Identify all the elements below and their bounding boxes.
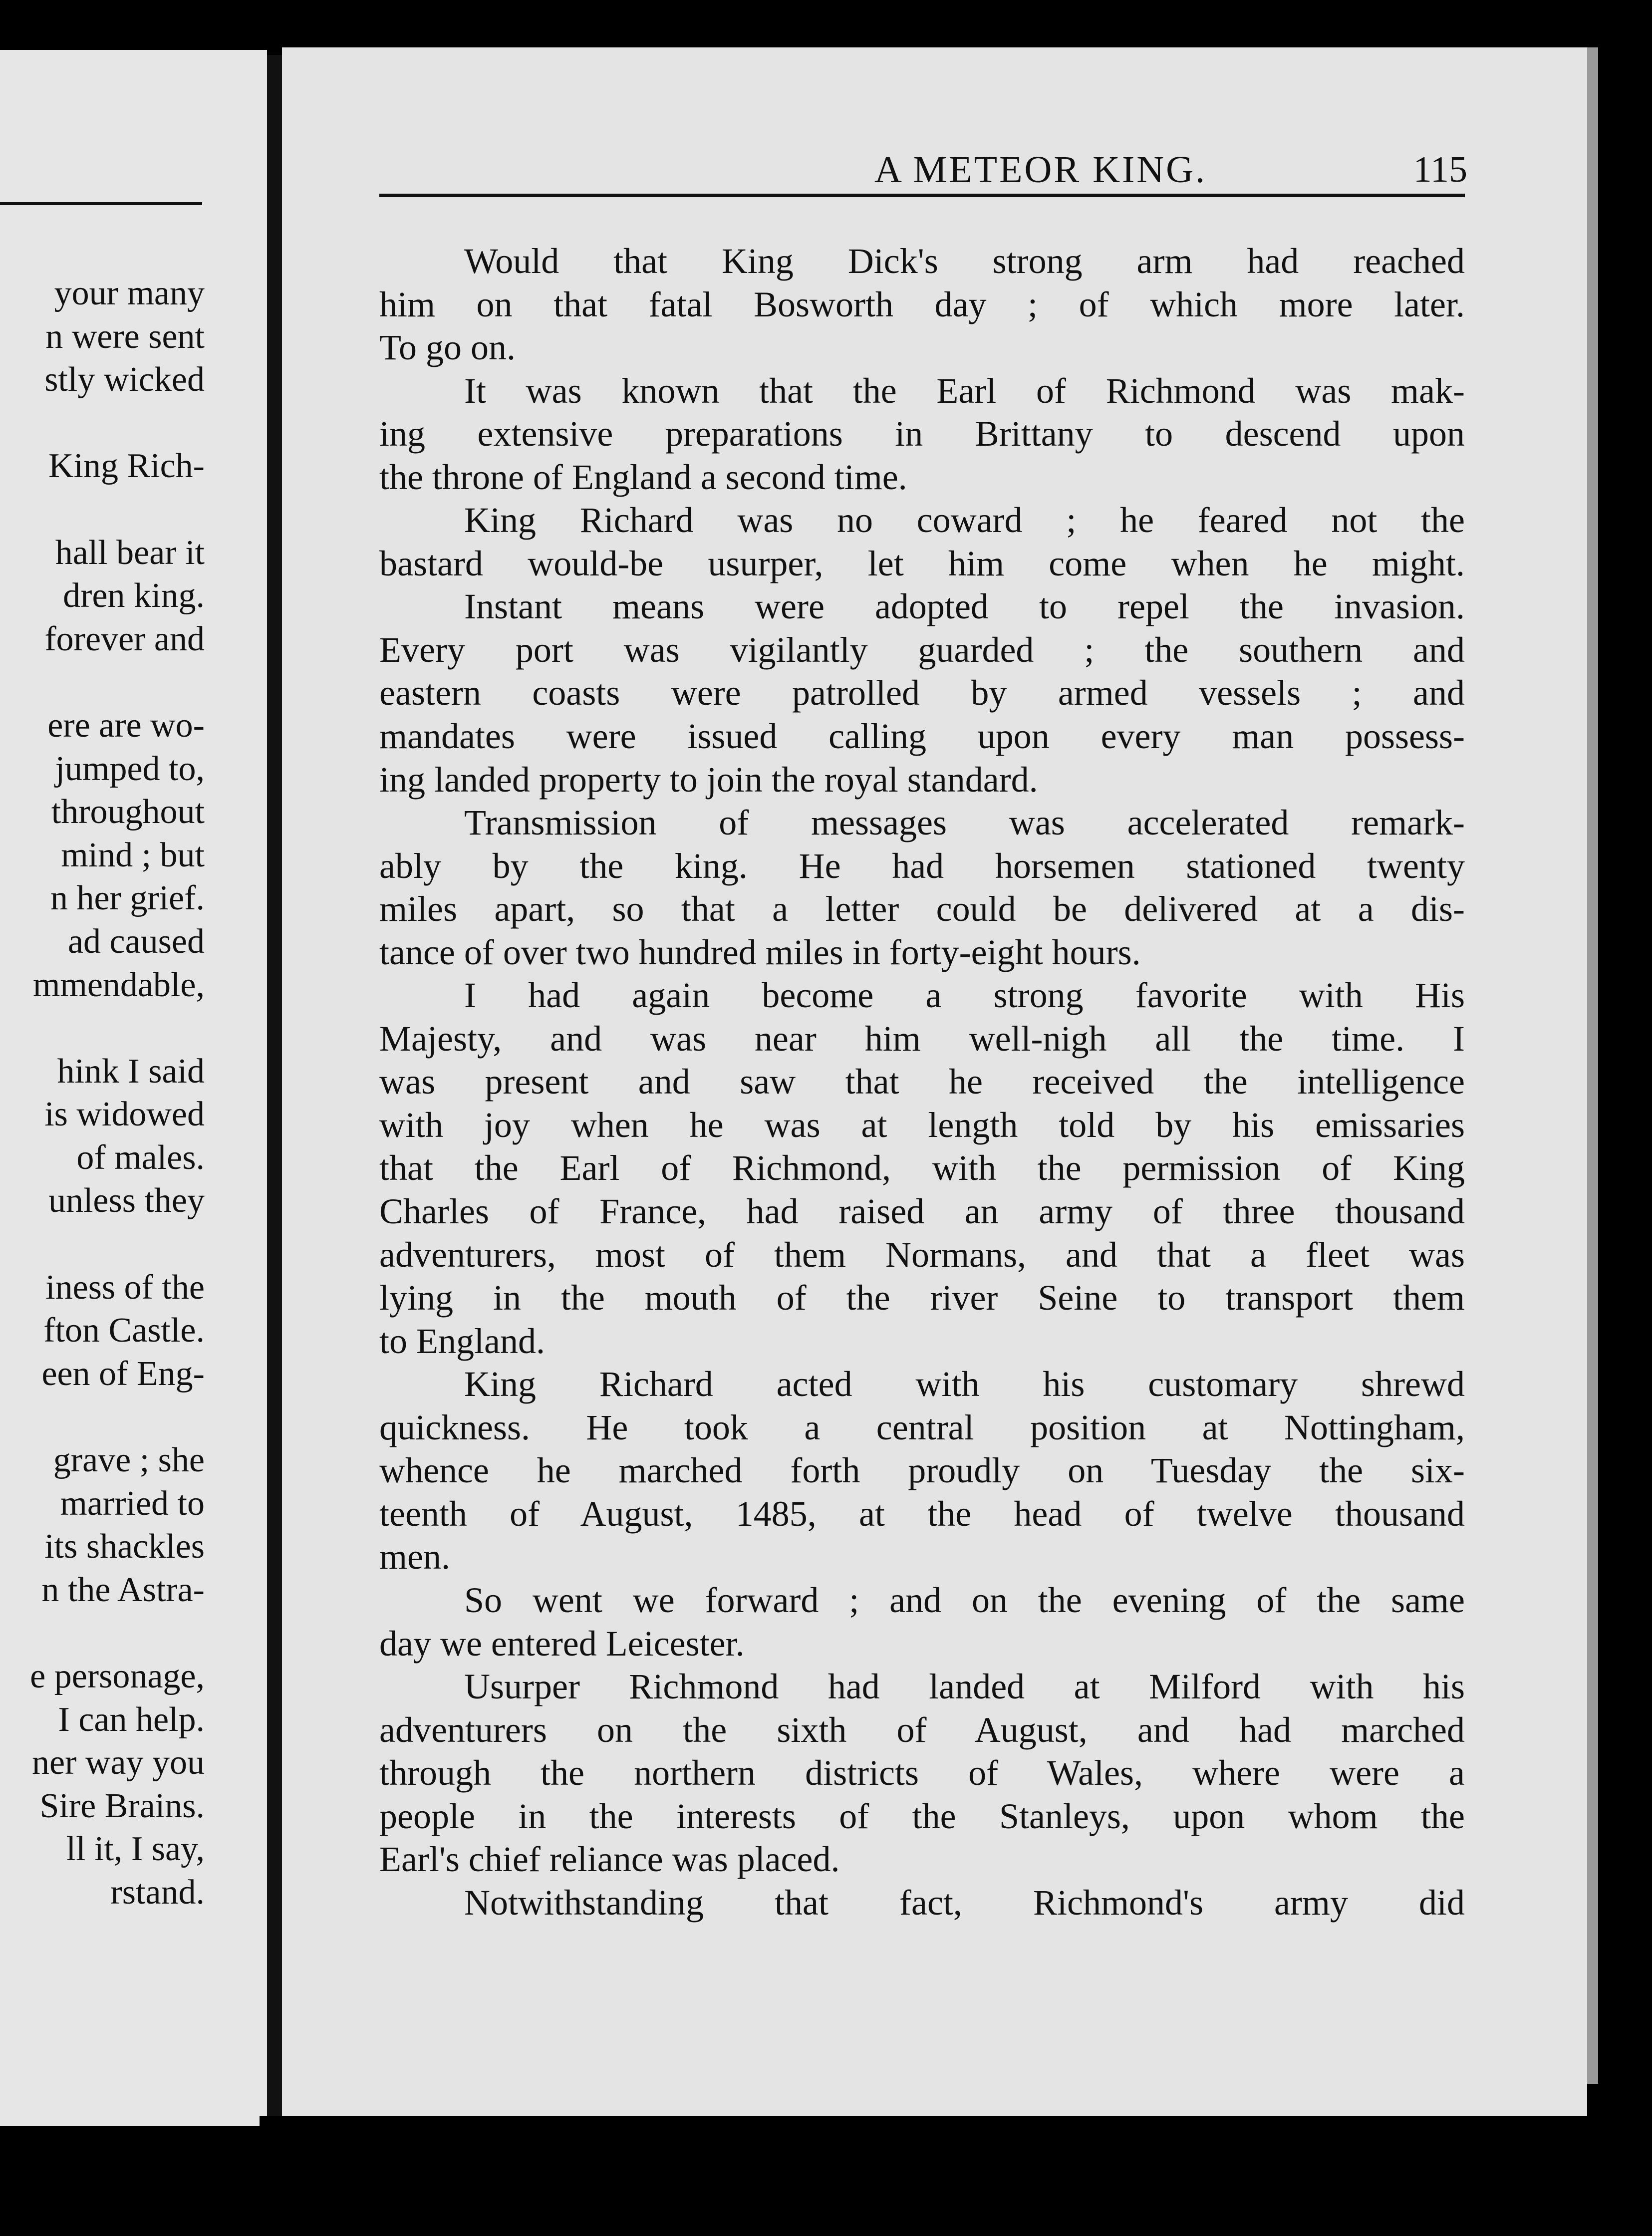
left-page-line: fton Castle. xyxy=(43,1311,205,1350)
left-page-line xyxy=(0,402,205,445)
left-page-line: ner way you xyxy=(31,1743,205,1782)
text-line: ing landed property to join the royal standard. xyxy=(379,759,1038,800)
left-page-line: dren king. xyxy=(63,576,205,615)
text-line: I had again become a strong favorite with His xyxy=(464,975,1465,1016)
left-page-line: ad caused xyxy=(67,922,205,961)
left-page-line: e personage, xyxy=(30,1657,205,1695)
left-page-line xyxy=(0,1223,205,1266)
text-line: whence he marched forth proudly on Tuesday the six- xyxy=(379,1450,1465,1491)
left-page-line: King Rich- xyxy=(48,447,205,486)
text-line: Earl's chief reliance was placed. xyxy=(379,1839,840,1880)
left-page-line: mind ; but xyxy=(61,836,205,874)
text-line: eastern coasts were patrolled by armed vessels ; and xyxy=(379,673,1465,713)
body-text xyxy=(379,240,1465,1924)
text-line: men. xyxy=(379,1537,450,1577)
left-page-line: your many xyxy=(54,274,205,312)
text-line: ing extensive preparations in Brittany to descend upon xyxy=(379,414,1465,454)
text-line: was present and saw that he received the intelligence xyxy=(379,1062,1465,1102)
text-line: to England. xyxy=(379,1321,545,1361)
text-line: King Richard acted with his customary shrewd xyxy=(464,1364,1465,1404)
left-page-line: mmendable, xyxy=(32,965,205,1004)
left-page-line: grave ; she xyxy=(53,1441,205,1480)
text-line: adventurers on the sixth of August, and had marched xyxy=(379,1709,1465,1750)
text-line: Notwithstanding that fact, Richmond's army did xyxy=(464,1882,1465,1923)
page-number: 115 xyxy=(1413,149,1467,190)
left-page-line: unless they xyxy=(48,1181,205,1220)
text-line: Usurper Richmond had landed at Milford with his xyxy=(464,1667,1465,1707)
left-page-line: I can help. xyxy=(58,1700,205,1739)
left-page-line: hink I said xyxy=(57,1052,205,1091)
running-title: A METEOR KING. xyxy=(874,149,1207,191)
text-line: bastard would-be usurper, let him come when he might. xyxy=(379,543,1465,583)
text-line: So went we forward ; and on the evening of the same xyxy=(464,1580,1465,1620)
text-line: Every port was vigilantly guarded ; the southern and xyxy=(379,629,1465,670)
book-gutter xyxy=(267,55,282,2116)
left-page-line: iness of the xyxy=(45,1268,205,1307)
left-page-line: n were sent xyxy=(45,317,205,356)
left-page-line xyxy=(0,488,205,532)
text-line: To go on. xyxy=(379,327,516,368)
text-line: Majesty, and was near him well-nigh all the time. I xyxy=(379,1018,1465,1059)
text-line: tance of over two hundred miles in forty-eight hours. xyxy=(379,932,1141,972)
left-page-line: ll it, I say, xyxy=(66,1830,205,1869)
left-page-line: married to xyxy=(60,1484,205,1523)
left-page-line: of males. xyxy=(76,1138,205,1177)
left-page-line: forever and xyxy=(44,619,205,658)
text-line: It was known that the Earl of Richmond was mak- xyxy=(464,370,1465,411)
left-page-line xyxy=(0,1007,205,1050)
left-page-line: is widowed xyxy=(44,1095,205,1134)
text-line: teenth of August, 1485, at the head of twelve thousand xyxy=(379,1493,1465,1534)
left-page-line: stly wicked xyxy=(44,360,205,399)
left-page-line xyxy=(0,1612,205,1655)
right-page xyxy=(282,47,1587,2116)
text-line: Instant means were adopted to repel the invasion. xyxy=(464,586,1465,627)
text-line: with joy when he was at length told by his emissaries xyxy=(379,1105,1465,1145)
text-line: the throne of England a second time. xyxy=(379,457,907,497)
text-line: ably by the king. He had horsemen stationed twenty xyxy=(379,845,1465,886)
left-page-line: its shackles xyxy=(44,1527,205,1566)
scan-bottom-border xyxy=(260,2116,1607,2236)
left-page-line: hall bear it xyxy=(55,533,205,572)
left-page-head-rule xyxy=(0,202,202,205)
text-line: miles apart, so that a letter could be delivered at a dis- xyxy=(379,889,1465,929)
text-line: that the Earl of Richmond, with the permission of King xyxy=(379,1148,1465,1188)
text-line: lying in the mouth of the river Seine to transport them xyxy=(379,1278,1465,1318)
left-page-line: n the Astra- xyxy=(41,1570,205,1609)
left-page-line: rstand. xyxy=(110,1873,205,1912)
text-line: Charles of France, had raised an army of three thousand xyxy=(379,1191,1465,1232)
left-page-line: jumped to, xyxy=(55,749,205,788)
text-line: quickness. He took a central position at Nottingham, xyxy=(379,1407,1465,1447)
header-rule xyxy=(379,194,1465,197)
text-line: people in the interests of the Stanleys, upon whom the xyxy=(379,1796,1465,1836)
text-line: Transmission of messages was accelerated remark- xyxy=(464,803,1465,843)
left-page-line: ere are wo- xyxy=(47,706,205,745)
page-edge-shadow xyxy=(1587,47,1598,2084)
left-page-line: een of Eng- xyxy=(41,1354,205,1393)
text-line: day we entered Leicester. xyxy=(379,1623,745,1664)
text-line: through the northern districts of Wales, where were a xyxy=(379,1753,1465,1793)
text-line: mandates were issued calling upon every man possess- xyxy=(379,716,1465,757)
text-line: Would that King Dick's strong arm had reached xyxy=(464,241,1465,281)
left-page-line xyxy=(0,661,205,704)
text-line: him on that fatal Bosworth day ; of which more later. xyxy=(379,284,1465,324)
running-head xyxy=(282,140,1587,200)
left-page-text xyxy=(0,272,205,1915)
left-page-line: n her grief. xyxy=(50,879,205,918)
text-line: King Richard was no coward ; he feared not the xyxy=(464,500,1465,541)
text-line: adventurers, most of them Normans, and that a fleet was xyxy=(379,1234,1465,1275)
left-page-line: throughout xyxy=(51,793,205,832)
left-page-fragment xyxy=(0,50,267,2126)
left-page-line xyxy=(0,1396,205,1439)
left-page-line: Sire Brains. xyxy=(39,1786,205,1825)
